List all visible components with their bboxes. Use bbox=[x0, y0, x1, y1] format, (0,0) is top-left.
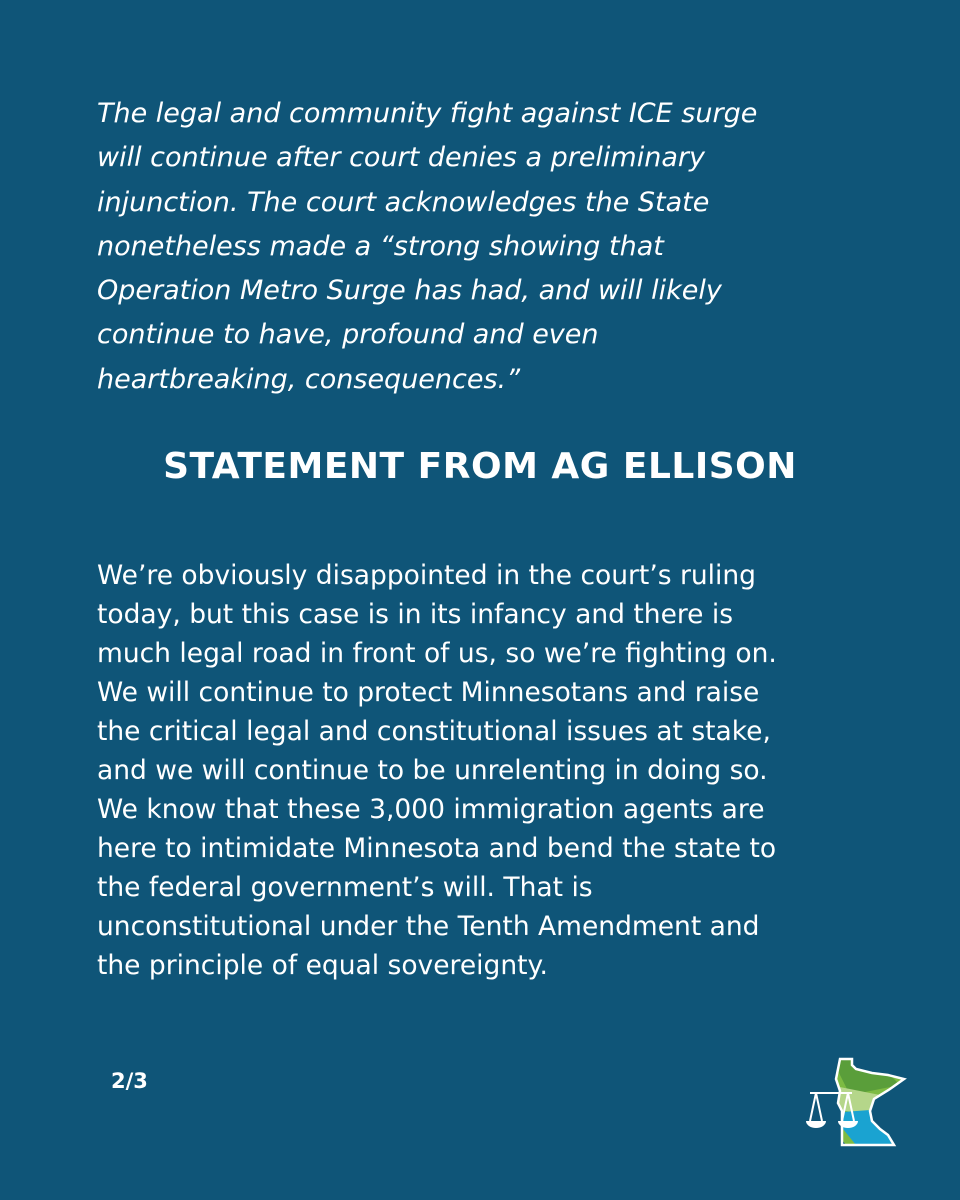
intro-line: injunction. The court acknowledges the State bbox=[97, 186, 710, 218]
section-heading: STATEMENT FROM AG ELLISON bbox=[163, 446, 797, 487]
statement-line: here to intimidate Minnesota and bend the state to bbox=[97, 833, 777, 864]
statement-line: and we will continue to be unrelenting in doing so. bbox=[97, 755, 768, 786]
statement-line: unconstitutional under the Tenth Amendment and bbox=[97, 911, 760, 942]
intro-line: Operation Metro Surge has had, and will likely bbox=[97, 275, 722, 307]
statement-line: We know that these 3,000 immigration agents are bbox=[97, 794, 765, 825]
intro-line: nonetheless made a “strong showing that bbox=[97, 230, 664, 262]
statement-line: the federal government’s will. That is bbox=[97, 872, 593, 903]
statement-body bbox=[97, 556, 917, 985]
intro-line: will continue after court denies a preliminary bbox=[97, 142, 705, 174]
intro-line: continue to have, profound and even bbox=[97, 319, 599, 351]
statement-line: the principle of equal sovereignty. bbox=[97, 950, 548, 981]
statement-line: We’re obviously disappointed in the court’s ruling bbox=[97, 560, 757, 591]
page-indicator: 2/3 bbox=[111, 1069, 148, 1093]
minnesota-scales-logo bbox=[800, 1055, 910, 1150]
intro-line: heartbreaking, consequences.” bbox=[97, 363, 521, 395]
intro-quote bbox=[97, 92, 897, 402]
intro-line: The legal and community fight against ICE surge bbox=[97, 98, 758, 129]
statement-line: today, but this case is in its infancy and there is bbox=[97, 599, 734, 630]
statement-line: We will continue to protect Minnesotans and raise bbox=[97, 677, 760, 708]
statement-line: much legal road in front of us, so we’re fighting on. bbox=[97, 638, 777, 669]
statement-line: the critical legal and constitutional issues at stake, bbox=[97, 716, 771, 747]
